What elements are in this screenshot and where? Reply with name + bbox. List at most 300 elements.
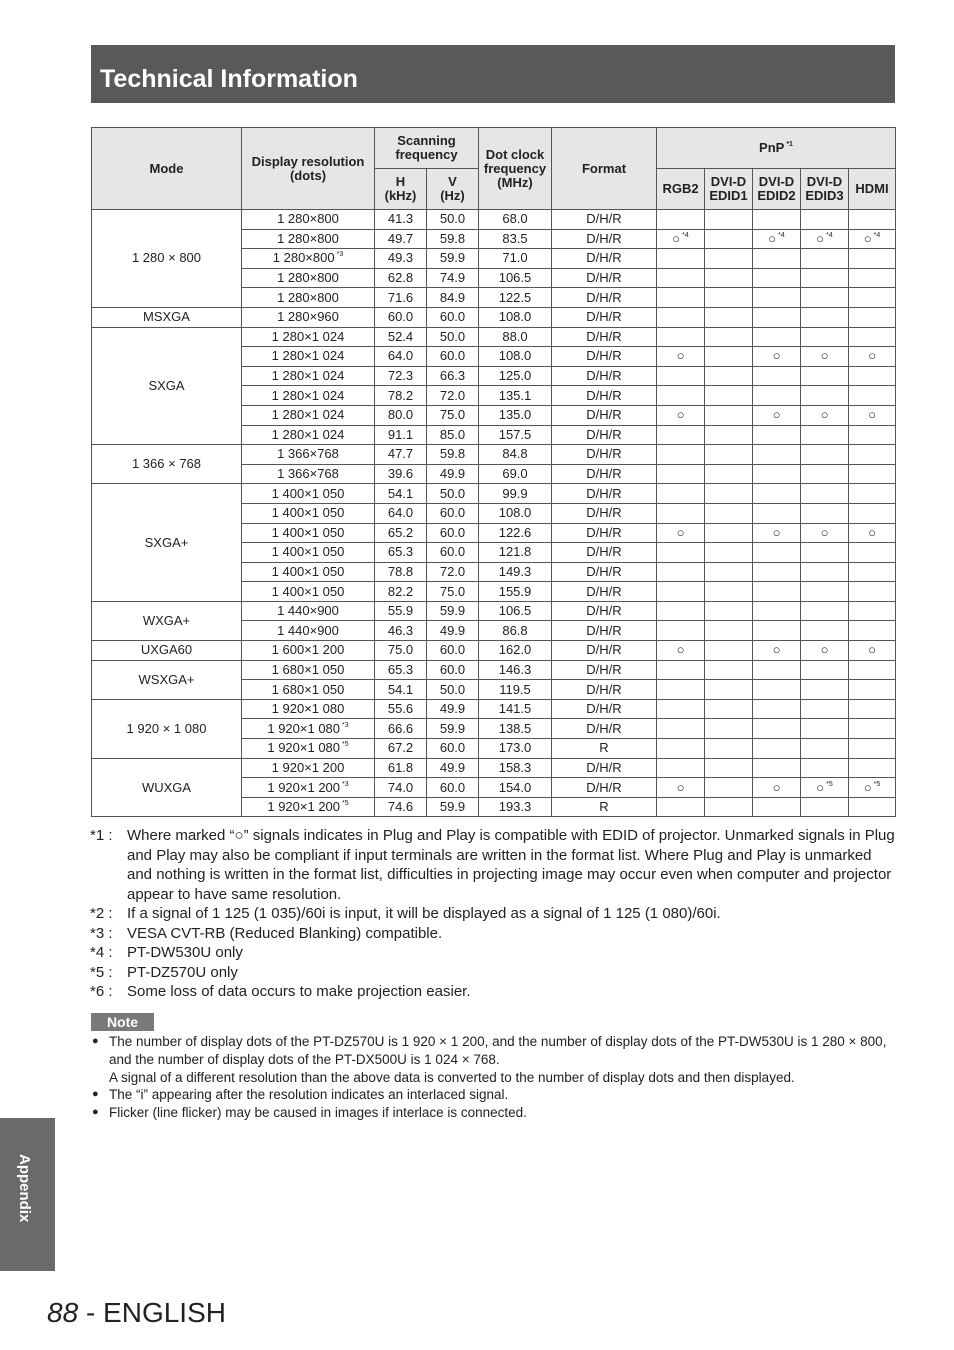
h-freq-cell: 41.3 xyxy=(375,210,427,230)
v-freq-cell: 85.0 xyxy=(427,425,479,445)
pnp-edid1-cell xyxy=(705,288,753,308)
resolution-cell: 1 440×900 xyxy=(242,601,375,621)
mode-cell: WSXGA+ xyxy=(92,660,242,699)
pnp-edid2-cell xyxy=(753,739,801,759)
h-freq-cell: 78.8 xyxy=(375,562,427,582)
h-freq-cell: 54.1 xyxy=(375,484,427,504)
format-cell: D/H/R xyxy=(552,229,657,249)
pnp-edid2-cell xyxy=(753,719,801,739)
mode-cell: WXGA+ xyxy=(92,601,242,640)
header-dvid-edid2: DVI-D EDID2 xyxy=(753,169,801,210)
format-cell: R xyxy=(552,797,657,817)
resolution-cell: 1 280×1 024 xyxy=(242,347,375,367)
header-h: H (kHz) xyxy=(375,169,427,210)
table-row xyxy=(92,484,896,504)
note-label: Note xyxy=(91,1013,154,1031)
resolution-cell: 1 280×800 $^{*3}$ xyxy=(242,249,375,269)
dot-clock-cell: 86.8 xyxy=(479,621,552,641)
footnote-text: VESA CVT-RB (Reduced Blanking) compatible. xyxy=(127,924,443,942)
pnp-hdmi-cell: ○ $^{*5}$ xyxy=(849,778,896,798)
pnp-edid1-cell xyxy=(705,268,753,288)
format-cell: D/H/R xyxy=(552,386,657,406)
pnp-edid1-cell xyxy=(705,210,753,230)
table-row xyxy=(92,445,896,465)
h-freq-cell: 64.0 xyxy=(375,347,427,367)
h-freq-cell: 78.2 xyxy=(375,386,427,406)
note-text: Flicker (line flicker) may be caused in images if interlace is connected. xyxy=(109,1105,527,1121)
pnp-edid1-cell xyxy=(705,582,753,602)
pnp-edid3-cell xyxy=(801,445,849,465)
mode-cell: UXGA60 xyxy=(92,641,242,661)
resolution-cell: 1 920×1 200 $^{*3}$ xyxy=(242,778,375,798)
format-cell: R xyxy=(552,739,657,759)
pnp-rgb2-cell: ○ $^{*4}$ xyxy=(657,229,705,249)
pnp-rgb2-cell: ○ xyxy=(657,523,705,543)
h-freq-cell: 49.7 xyxy=(375,229,427,249)
header-mode: Mode xyxy=(92,128,242,210)
mode-cell: MSXGA xyxy=(92,307,242,327)
pnp-edid1-cell xyxy=(705,523,753,543)
h-freq-cell: 47.7 xyxy=(375,445,427,465)
pnp-edid1-cell xyxy=(705,425,753,445)
dot-clock-cell: 157.5 xyxy=(479,425,552,445)
v-freq-cell: 60.0 xyxy=(427,739,479,759)
pnp-hdmi-cell: ○ xyxy=(849,347,896,367)
pnp-rgb2-cell: ○ xyxy=(657,347,705,367)
pnp-edid2-cell: ○ xyxy=(753,778,801,798)
pnp-rgb2-cell xyxy=(657,484,705,504)
v-freq-cell: 49.9 xyxy=(427,699,479,719)
dot-clock-cell: 138.5 xyxy=(479,719,552,739)
resolution-cell: 1 280×800 xyxy=(242,268,375,288)
resolution-cell: 1 280×1 024 xyxy=(242,366,375,386)
format-cell: D/H/R xyxy=(552,327,657,347)
footnote-mark: *2 : xyxy=(90,905,113,922)
v-freq-cell: 59.9 xyxy=(427,797,479,817)
pnp-rgb2-cell xyxy=(657,680,705,700)
pnp-rgb2-cell xyxy=(657,562,705,582)
dot-clock-cell: 108.0 xyxy=(479,307,552,327)
format-cell: D/H/R xyxy=(552,582,657,602)
pnp-rgb2-cell xyxy=(657,503,705,523)
pnp-edid2-cell xyxy=(753,543,801,563)
format-cell: D/H/R xyxy=(552,288,657,308)
pnp-rgb2-cell xyxy=(657,739,705,759)
v-freq-cell: 49.9 xyxy=(427,621,479,641)
resolution-cell: 1 366×768 xyxy=(242,445,375,465)
appendix-tab[interactable] xyxy=(0,1118,55,1271)
v-freq-cell: 60.0 xyxy=(427,543,479,563)
dot-clock-cell: 141.5 xyxy=(479,699,552,719)
pnp-edid2-cell xyxy=(753,582,801,602)
pnp-rgb2-cell xyxy=(657,464,705,484)
header-display-resolution: Display resolution (dots) xyxy=(242,128,375,210)
dot-clock-cell: 146.3 xyxy=(479,660,552,680)
format-cell: D/H/R xyxy=(552,601,657,621)
h-freq-cell: 80.0 xyxy=(375,405,427,425)
pnp-hdmi-cell xyxy=(849,582,896,602)
bullet-icon: ● xyxy=(92,1035,99,1047)
pnp-label: PnP xyxy=(759,140,785,155)
v-freq-cell: 75.0 xyxy=(427,405,479,425)
pnp-edid3-cell xyxy=(801,699,849,719)
pnp-edid1-cell xyxy=(705,778,753,798)
pnp-rgb2-cell: ○ xyxy=(657,641,705,661)
dot-clock-cell: 122.6 xyxy=(479,523,552,543)
dot-clock-cell: 99.9 xyxy=(479,484,552,504)
v-freq-cell: 60.0 xyxy=(427,307,479,327)
dot-clock-cell: 106.5 xyxy=(479,268,552,288)
dot-clock-cell: 83.5 xyxy=(479,229,552,249)
pnp-rgb2-cell xyxy=(657,758,705,778)
pnp-hdmi-cell xyxy=(849,210,896,230)
dot-clock-cell: 173.0 xyxy=(479,739,552,759)
pnp-rgb2-cell xyxy=(657,288,705,308)
v-freq-cell: 72.0 xyxy=(427,386,479,406)
pnp-edid1-cell xyxy=(705,660,753,680)
note-text: The number of display dots of the PT-DZ570U is 1 920 × 1 200, and the number of display dots of the PT-DW530U is 1 280 × 800, and the number of display dots of the PT-DX500U is 1 024 × 768. xyxy=(109,1034,887,1067)
v-freq-cell: 60.0 xyxy=(427,641,479,661)
v-freq-cell: 49.9 xyxy=(427,758,479,778)
resolution-cell: 1 366×768 xyxy=(242,464,375,484)
v-freq-cell: 74.9 xyxy=(427,268,479,288)
resolution-cell: 1 920×1 080 xyxy=(242,699,375,719)
pnp-edid3-cell xyxy=(801,797,849,817)
dot-clock-cell: 162.0 xyxy=(479,641,552,661)
format-cell: D/H/R xyxy=(552,405,657,425)
pnp-edid3-cell: ○ xyxy=(801,523,849,543)
format-cell: D/H/R xyxy=(552,699,657,719)
table-row xyxy=(92,327,896,347)
pnp-hdmi-cell xyxy=(849,660,896,680)
format-cell: D/H/R xyxy=(552,523,657,543)
pnp-edid2-cell: ○ xyxy=(753,347,801,367)
pnp-edid1-cell xyxy=(705,562,753,582)
h-freq-cell: 55.9 xyxy=(375,601,427,621)
title-bar xyxy=(91,45,895,103)
pnp-rgb2-cell xyxy=(657,621,705,641)
h-freq-cell: 66.6 xyxy=(375,719,427,739)
resolution-cell: 1 400×1 050 xyxy=(242,523,375,543)
footnote-text: Where marked “○” signals indicates in Plug and Play is compatible with EDID of projector. Unmarked signals in Plug and Play may also be compliant if input terminals are written in the format list. Where Plug and Play is unmarked and nothing is written in the format list, difficulties in projecting image may occur even when computer and projector appear to have same resolution. xyxy=(127,827,895,903)
dot-clock-cell: 69.0 xyxy=(479,464,552,484)
h-freq-cell: 82.2 xyxy=(375,582,427,602)
header-scanning-frequency: Scanning frequency xyxy=(375,128,479,169)
h-freq-cell: 91.1 xyxy=(375,425,427,445)
pnp-edid2-cell xyxy=(753,484,801,504)
pnp-edid2-cell: ○ $^{*4}$ xyxy=(753,229,801,249)
table-row xyxy=(92,307,896,327)
footnote-mark: *1 : xyxy=(90,827,113,844)
h-freq-cell: 55.6 xyxy=(375,699,427,719)
note-text-extra: A signal of a different resolution than the above data is converted to the number of display dots and then displayed. xyxy=(109,1069,795,1085)
h-freq-cell: 65.3 xyxy=(375,543,427,563)
format-cell: D/H/R xyxy=(552,660,657,680)
pnp-edid1-cell xyxy=(705,621,753,641)
pnp-hdmi-cell xyxy=(849,503,896,523)
pnp-hdmi-cell xyxy=(849,366,896,386)
pnp-hdmi-cell xyxy=(849,327,896,347)
pnp-edid2-cell xyxy=(753,758,801,778)
pnp-hdmi-cell xyxy=(849,249,896,269)
v-freq-cell: 60.0 xyxy=(427,523,479,543)
pnp-edid1-cell xyxy=(705,543,753,563)
v-freq-cell: 49.9 xyxy=(427,464,479,484)
pnp-rgb2-cell xyxy=(657,660,705,680)
v-freq-cell: 59.9 xyxy=(427,719,479,739)
pnp-edid2-cell: ○ xyxy=(753,641,801,661)
resolution-cell: 1 680×1 050 xyxy=(242,660,375,680)
pnp-rgb2-cell xyxy=(657,386,705,406)
h-freq-cell: 65.2 xyxy=(375,523,427,543)
pnp-edid2-cell: ○ xyxy=(753,405,801,425)
dot-clock-cell: 149.3 xyxy=(479,562,552,582)
format-cell: D/H/R xyxy=(552,503,657,523)
mode-cell: 1 366 × 768 xyxy=(92,445,242,484)
format-cell: D/H/R xyxy=(552,366,657,386)
pnp-edid3-cell xyxy=(801,464,849,484)
v-freq-cell: 60.0 xyxy=(427,778,479,798)
pnp-edid3-cell: ○ xyxy=(801,405,849,425)
pnp-edid3-cell xyxy=(801,484,849,504)
v-freq-cell: 66.3 xyxy=(427,366,479,386)
format-cell: D/H/R xyxy=(552,268,657,288)
pnp-edid2-cell xyxy=(753,366,801,386)
dot-clock-cell: 119.5 xyxy=(479,680,552,700)
format-cell: D/H/R xyxy=(552,425,657,445)
pnp-edid3-cell: ○ $^{*4}$ xyxy=(801,229,849,249)
pnp-edid3-cell xyxy=(801,601,849,621)
bullet-icon: ● xyxy=(92,1088,99,1101)
resolution-cell: 1 280×800 xyxy=(242,210,375,230)
pnp-edid2-cell xyxy=(753,386,801,406)
pnp-edid3-cell: ○ xyxy=(801,641,849,661)
pnp-edid2-cell xyxy=(753,445,801,465)
pnp-hdmi-cell: ○ xyxy=(849,523,896,543)
pnp-edid3-cell xyxy=(801,288,849,308)
pnp-edid1-cell xyxy=(705,680,753,700)
resolution-cell: 1 280×1 024 xyxy=(242,386,375,406)
pnp-edid1-cell xyxy=(705,327,753,347)
footnote-text: PT-DZ570U only xyxy=(127,963,238,981)
format-cell: D/H/R xyxy=(552,464,657,484)
h-freq-cell: 72.3 xyxy=(375,366,427,386)
pnp-edid2-cell xyxy=(753,680,801,700)
format-cell: D/H/R xyxy=(552,543,657,563)
pnp-edid2-cell xyxy=(753,425,801,445)
v-freq-cell: 72.0 xyxy=(427,562,479,582)
pnp-edid3-cell xyxy=(801,386,849,406)
page-number: 88 xyxy=(47,1297,79,1328)
h-freq-cell: 60.0 xyxy=(375,307,427,327)
footnotes xyxy=(90,826,900,1002)
h-freq-cell: 39.6 xyxy=(375,464,427,484)
format-cell: D/H/R xyxy=(552,641,657,661)
h-freq-cell: 74.6 xyxy=(375,797,427,817)
resolution-cell: 1 920×1 080 $^{*5}$ xyxy=(242,739,375,759)
header-dot-clock: Dot clock frequency (MHz) xyxy=(479,128,552,210)
v-freq-cell: 50.0 xyxy=(427,484,479,504)
pnp-edid1-cell xyxy=(705,797,753,817)
resolution-cell: 1 440×900 xyxy=(242,621,375,641)
pnp-edid3-cell xyxy=(801,660,849,680)
footnote xyxy=(90,904,900,924)
pnp-edid3-cell xyxy=(801,268,849,288)
format-cell: D/H/R xyxy=(552,778,657,798)
v-freq-cell: 59.9 xyxy=(427,249,479,269)
pnp-edid2-cell xyxy=(753,464,801,484)
footnote xyxy=(90,826,900,904)
v-freq-cell: 59.9 xyxy=(427,601,479,621)
mode-cell: 1 280 × 800 xyxy=(92,210,242,308)
table-body xyxy=(92,210,896,817)
format-cell: D/H/R xyxy=(552,680,657,700)
pnp-edid1-cell xyxy=(705,739,753,759)
pnp-edid3-cell xyxy=(801,582,849,602)
pnp-hdmi-cell xyxy=(849,797,896,817)
h-freq-cell: 54.1 xyxy=(375,680,427,700)
footnote-mark: *4 : xyxy=(90,944,113,961)
header-v: V (Hz) xyxy=(427,169,479,210)
pnp-hdmi-cell xyxy=(849,543,896,563)
table-row xyxy=(92,758,896,778)
pnp-edid3-cell xyxy=(801,425,849,445)
pnp-edid3-cell: ○ xyxy=(801,347,849,367)
v-freq-cell: 60.0 xyxy=(427,660,479,680)
pnp-edid3-cell xyxy=(801,327,849,347)
resolution-cell: 1 280×1 024 xyxy=(242,425,375,445)
pnp-edid1-cell xyxy=(705,503,753,523)
table-row xyxy=(92,660,896,680)
pnp-edid3-cell xyxy=(801,680,849,700)
pnp-edid2-cell xyxy=(753,327,801,347)
pnp-edid1-cell xyxy=(705,641,753,661)
footnote-mark: *5 : xyxy=(90,963,113,981)
page-title: Technical Information xyxy=(100,65,358,93)
resolution-cell: 1 280×800 xyxy=(242,288,375,308)
table-row xyxy=(92,601,896,621)
pnp-rgb2-cell xyxy=(657,249,705,269)
pnp-rgb2-cell xyxy=(657,699,705,719)
h-freq-cell: 52.4 xyxy=(375,327,427,347)
format-cell: D/H/R xyxy=(552,484,657,504)
pnp-hdmi-cell xyxy=(849,288,896,308)
pnp-edid2-cell xyxy=(753,503,801,523)
note-item xyxy=(92,1104,897,1122)
pnp-hdmi-cell xyxy=(849,621,896,641)
pnp-edid1-cell xyxy=(705,484,753,504)
appendix-tab-label: Appendix xyxy=(16,1154,33,1223)
resolution-cell: 1 920×1 200 xyxy=(242,758,375,778)
pnp-edid2-cell xyxy=(753,268,801,288)
table-row xyxy=(92,699,896,719)
v-freq-cell: 60.0 xyxy=(427,347,479,367)
resolution-cell: 1 920×1 200 $^{*5}$ xyxy=(242,797,375,817)
pnp-edid3-cell xyxy=(801,719,849,739)
dot-clock-cell: 135.0 xyxy=(479,405,552,425)
v-freq-cell: 84.9 xyxy=(427,288,479,308)
pnp-hdmi-cell xyxy=(849,484,896,504)
table-row xyxy=(92,210,896,230)
pnp-edid1-cell xyxy=(705,249,753,269)
h-freq-cell: 75.0 xyxy=(375,641,427,661)
resolution-cell: 1 400×1 050 xyxy=(242,484,375,504)
pnp-edid1-cell xyxy=(705,307,753,327)
pnp-rgb2-cell xyxy=(657,307,705,327)
resolution-cell: 1 280×1 024 xyxy=(242,405,375,425)
resolution-cell: 1 280×1 024 xyxy=(242,327,375,347)
header-hdmi: HDMI xyxy=(849,169,896,210)
resolution-cell: 1 920×1 080 $^{*3}$ xyxy=(242,719,375,739)
format-cell: D/H/R xyxy=(552,249,657,269)
dot-clock-cell: 154.0 xyxy=(479,778,552,798)
v-freq-cell: 59.8 xyxy=(427,229,479,249)
resolution-cell: 1 400×1 050 xyxy=(242,562,375,582)
pnp-hdmi-cell xyxy=(849,445,896,465)
h-freq-cell: 67.2 xyxy=(375,739,427,759)
pnp-edid2-cell xyxy=(753,288,801,308)
format-cell: D/H/R xyxy=(552,307,657,327)
pnp-edid1-cell xyxy=(705,601,753,621)
pnp-edid1-cell xyxy=(705,445,753,465)
pnp-hdmi-cell xyxy=(849,562,896,582)
header-rgb2: RGB2 xyxy=(657,169,705,210)
pnp-rgb2-cell xyxy=(657,445,705,465)
pnp-rgb2-cell: ○ xyxy=(657,405,705,425)
pnp-rgb2-cell xyxy=(657,582,705,602)
pnp-hdmi-cell xyxy=(849,464,896,484)
footnote-text: If a signal of 1 125 (1 035)/60i is input, it will be displayed as a signal of 1 125 (1 080)/60i. xyxy=(127,905,721,922)
v-freq-cell: 59.8 xyxy=(427,445,479,465)
header-pnp xyxy=(657,128,896,169)
pnp-edid1-cell xyxy=(705,347,753,367)
page-language: - ENGLISH xyxy=(85,1297,226,1328)
pnp-edid1-cell xyxy=(705,366,753,386)
pnp-edid1-cell xyxy=(705,405,753,425)
pnp-edid3-cell xyxy=(801,621,849,641)
pnp-edid2-cell xyxy=(753,601,801,621)
pnp-hdmi-cell xyxy=(849,601,896,621)
format-cell: D/H/R xyxy=(552,445,657,465)
pnp-rgb2-cell xyxy=(657,543,705,563)
pnp-edid2-cell xyxy=(753,699,801,719)
format-cell: D/H/R xyxy=(552,621,657,641)
pnp-rgb2-cell xyxy=(657,797,705,817)
h-freq-cell: 46.3 xyxy=(375,621,427,641)
h-freq-cell: 61.8 xyxy=(375,758,427,778)
pnp-edid3-cell xyxy=(801,307,849,327)
pnp-hdmi-cell: ○ xyxy=(849,641,896,661)
pnp-rgb2-cell: ○ xyxy=(657,778,705,798)
pnp-hdmi-cell xyxy=(849,386,896,406)
pnp-edid3-cell xyxy=(801,210,849,230)
footnote-text: Some loss of data occurs to make projection easier. xyxy=(127,983,471,1000)
dot-clock-cell: 108.0 xyxy=(479,347,552,367)
pnp-rgb2-cell xyxy=(657,425,705,445)
pnp-edid3-cell: ○ $^{*5}$ xyxy=(801,778,849,798)
format-cell: D/H/R xyxy=(552,347,657,367)
resolution-cell: 1 600×1 200 xyxy=(242,641,375,661)
pnp-hdmi-cell xyxy=(849,719,896,739)
dot-clock-cell: 84.8 xyxy=(479,445,552,465)
mode-cell: SXGA xyxy=(92,327,242,445)
pnp-edid2-cell xyxy=(753,307,801,327)
pnp-edid2-cell xyxy=(753,621,801,641)
pnp-hdmi-cell xyxy=(849,680,896,700)
note-text: The “i” appearing after the resolution indicates an interlaced signal. xyxy=(109,1087,509,1103)
footnote xyxy=(90,924,900,944)
signal-table xyxy=(91,127,896,817)
